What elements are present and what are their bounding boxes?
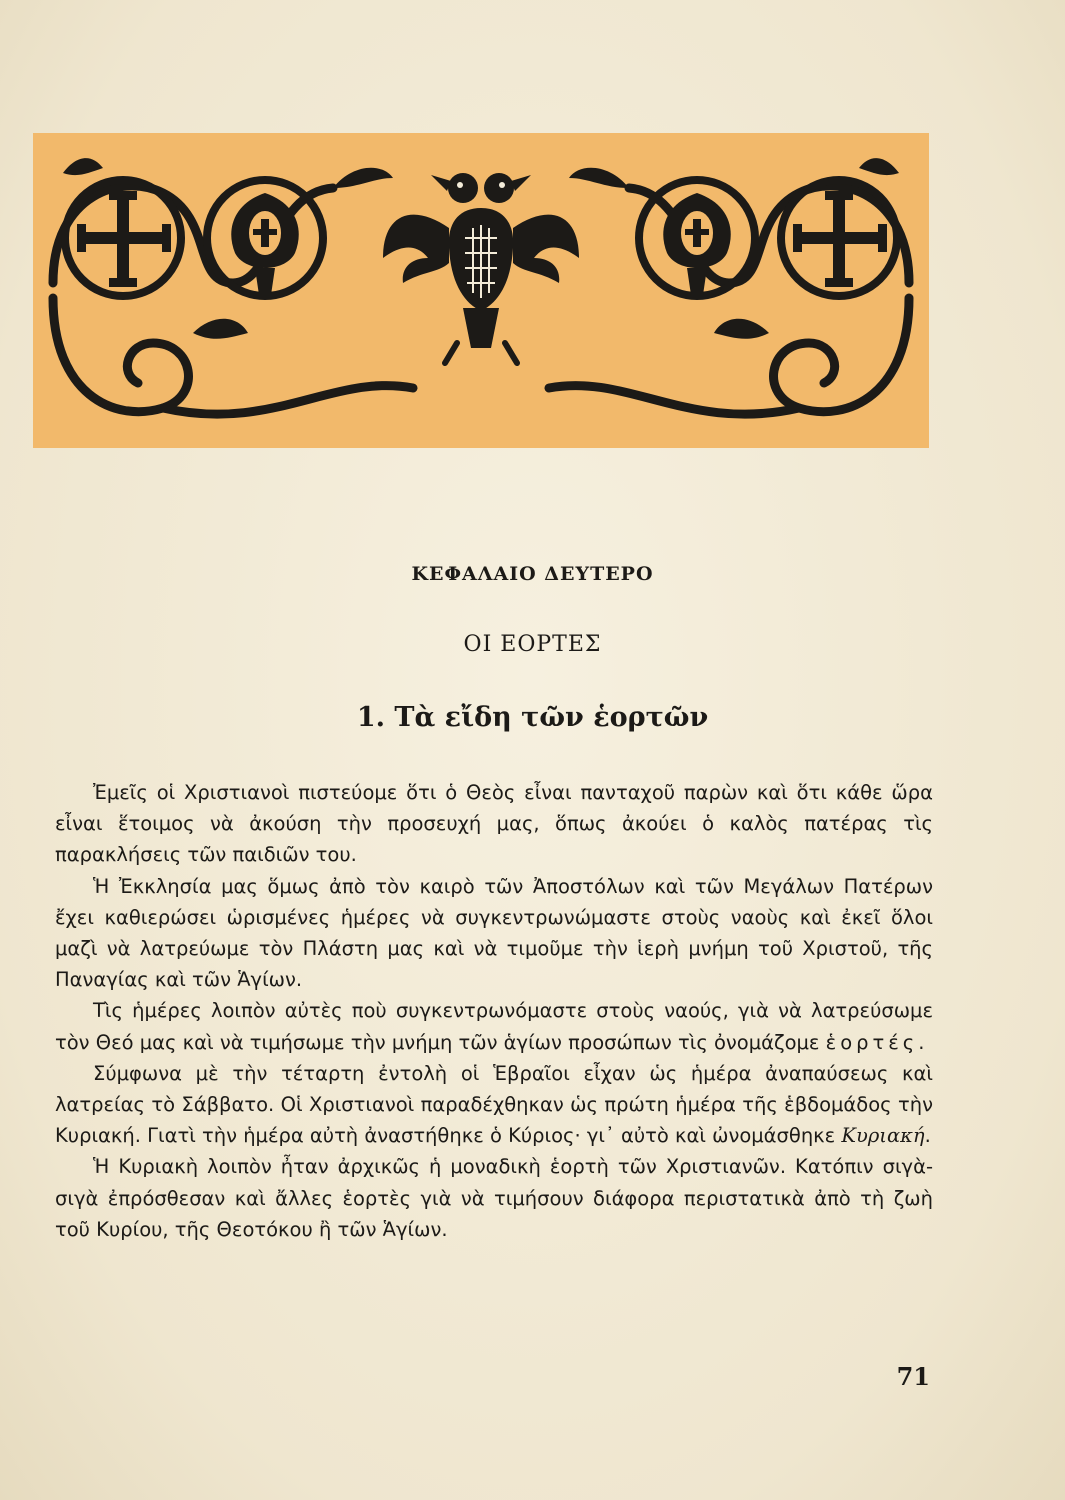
paragraph <box>55 995 933 1057</box>
page-number: 71 <box>896 1362 930 1391</box>
paragraph-text: Τὶς ἡμέρες λοιπὸν αὐτὲς ποὺ συγκεντρωνόμαστε στοὺς ναούς, γιὰ νὰ λατρεύσωμε τὸν Θεό μας καὶ νὰ τιμήσωμε τὴν μνήμη τῶν ἁγίων προσώπων τὶς ὀνομάζομε <box>55 999 933 1054</box>
chapter-label: ΚΕΦΑΛΑΙΟ ΔΕΥΤΕΡΟ <box>411 563 654 585</box>
chapter-title: ΟΙ ΕΟΡΤΕΣ <box>463 632 602 657</box>
section-title: 1. Τὰ εἴδη τῶν ἑορτῶν <box>356 702 709 733</box>
body-text <box>55 777 933 1245</box>
paragraph-text: . <box>924 1124 931 1148</box>
paragraph: Ἡ Ἐκκλησία μας ὅμως ἀπὸ τὸν καιρὸ τῶν Ἀποστόλων καὶ τῶν Μεγάλων Πατέρων ἔχει καθιερώσει ὡρισμένες ἡμέρες νὰ συγκεντρωνώμαστε στοὺς ναοὺς καὶ ἐκεῖ ὅλοι μαζὶ νὰ λατρεύωμε τὸν Πλάστη μας καὶ νὰ τιμοῦμε τὴν ἱερὴ μνήμη τοῦ Χριστοῦ, τῆς Παναγίας καὶ τῶν Ἁγίων. <box>55 874 933 992</box>
ornamental-banner <box>33 133 929 448</box>
paragraph-text: . <box>918 1030 925 1054</box>
paragraph: Ἐμεῖς οἱ Χριστιανοὶ πιστεύομε ὅτι ὁ Θεὸς εἶναι πανταχοῦ παρὼν καὶ ὅτι κάθε ὥρα εἶναι ἕτοιμος νὰ ἀκούση τὴν προσευχή μας, ὅπως ἀκούει ὁ καλὸς πατέρας τὶς παρακλήσεις τῶν παιδιῶν του. <box>55 781 933 867</box>
paragraph: Ἡ Κυριακὴ λοιπὸν ἦταν ἀρχικῶς ἡ μοναδικὴ ἑορτὴ τῶν Χριστιανῶν. Κατόπιν σιγὰ-σιγὰ ἐπρόσθεσαν καὶ ἄλλες ἑορτὲς γιὰ νὰ τιμήσουν διάφορα περιστατικὰ ἀπὸ τὴ ζωὴ τοῦ Κυρίου, τῆς Θεοτόκου ἢ τῶν Ἁγίων. <box>55 1155 933 1241</box>
emphasis-italic: Κυριακή <box>841 1124 925 1148</box>
paragraph <box>55 1058 933 1152</box>
paragraph-text: Σύμφωνα μὲ τὴν τέταρτη ἐντολὴ οἱ Ἑβραῖοι εἶχαν ὡς ἡμέρα ἀναπαύσεως καὶ λατρείας τὸ Σάββατο. Οἱ Χριστιανοὶ παραδέχθηκαν ὡς πρώτη ἡμέρα τῆς ἑβδομάδος τὴν Κυριακή. Γιατὶ τὴν ἡμέρα αὐτὴ ἀναστήθηκε ὁ Κύριος· γι᾽ αὐτὸ καὶ ὠνομάσθηκε <box>55 1061 933 1148</box>
emphasis-spaced: ἑορτές <box>825 1030 919 1054</box>
banner-artwork <box>33 133 929 448</box>
